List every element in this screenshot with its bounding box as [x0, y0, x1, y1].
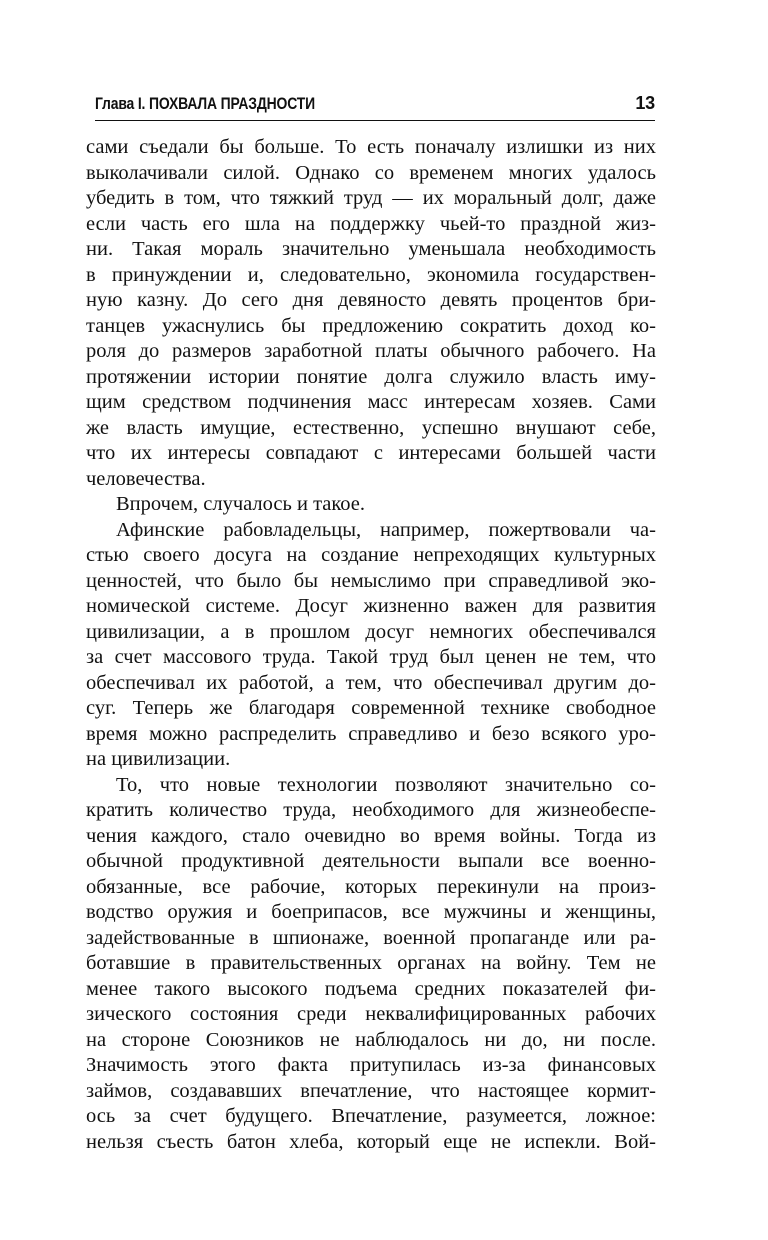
text-line: Впрочем, случалось и такое. [116, 493, 366, 515]
text-line: задействованные в шпионаже, военной пропаганде или ра- [86, 926, 656, 949]
text-line: нельзя съесть батон хлеба, который еще не испекли. Вой- [86, 1130, 656, 1153]
text-line: на стороне Союзников не наблюдалось ни до, ни после. [86, 1028, 656, 1051]
page-number: 13 [635, 93, 655, 113]
chapter-title: Глава I. ПОХВАЛА ПРАЗДНОСТИ [95, 94, 315, 113]
text-line: человечества. [86, 467, 206, 490]
text-line: займов, создававших впечатление, что настоящее кормит- [86, 1079, 656, 1102]
text-line: обычной продуктивной деятельности выпали все военно- [86, 850, 656, 872]
text-line: же власть имущие, естественно, успешно внушают себе, [86, 416, 656, 439]
text-line: То, что новые технологии позволяют значительно со- [116, 773, 656, 796]
text-line: сами съедали бы больше. То есть поначалу излишки из них [86, 136, 656, 158]
text-line: ни. Такая мораль значительно уменьшала необходимость [86, 238, 656, 260]
text-line: обязанные, все рабочие, которых перекинули на произ- [86, 875, 656, 898]
text-line: в принуждении и, следовательно, экономила государствен- [86, 263, 656, 286]
text-line: суг. Теперь же благодаря современной технике свободное [86, 697, 656, 719]
paragraph [86, 518, 656, 773]
text-line: водство оружия и боеприпасов, все мужчины и женщины, [86, 901, 656, 923]
text-line: ось за счет будущего. Впечатление, разумеется, ложное: [86, 1105, 656, 1127]
text-line: на цивилизации. [86, 748, 231, 770]
text-line: если часть его шла на поддержку чьей-то праздной жиз- [86, 212, 656, 235]
text-line: ную казну. До сего дня девяносто девять процентов бри- [86, 289, 656, 311]
text-line: ботавшие в правительственных органах на войну. Тем не [86, 952, 656, 974]
text-line: убедить в том, что тяжкий труд — их моральный долг, даже [86, 187, 656, 209]
text-line: ценностей, что было бы немыслимо при справедливой эко- [86, 569, 656, 592]
text-line: выколачивали силой. Однако со временем многих удалось [86, 161, 656, 184]
text-line: щим средством подчинения масс интересам хозяев. Сами [86, 391, 656, 413]
text-line: роля до размеров заработной платы обычного рабочего. На [86, 340, 656, 362]
paragraph [86, 135, 656, 492]
text-line: зического состояния среди неквалифицированных рабочих [86, 1003, 656, 1025]
text-line: Значимость этого факта притупилась из-за финансовых [86, 1054, 656, 1076]
paragraph [86, 773, 656, 1156]
text-line: танцев ужаснулись бы предложению сократить доход ко- [86, 314, 656, 337]
text-line: чения каждого, стало очевидно во время войны. Тогда из [86, 824, 656, 847]
text-line: обеспечивал их работой, а тем, что обеспечивал другим до- [86, 671, 656, 694]
text-line: номической системе. Досуг жизненно важен для развития [86, 595, 656, 617]
text-line: что их интересы совпадают с интересами большей части [86, 442, 656, 464]
body-text [86, 135, 656, 1155]
text-line: кратить количество труда, необходимого для жизнеобеспе- [86, 799, 656, 821]
text-line: Афинские рабовладельцы, например, пожертвовали ча- [116, 518, 656, 541]
paragraph [86, 492, 656, 518]
text-line: менее такого высокого подъема средних показателей фи- [86, 977, 656, 1000]
text-line: цивилизации, а в прошлом досуг немногих обеспечивался [86, 620, 656, 643]
text-line: стью своего досуга на создание непреходящих культурных [86, 544, 656, 566]
running-header [95, 90, 655, 121]
text-line: время можно распределить справедливо и безо всякого уро- [86, 722, 656, 745]
text-line: за счет массового труда. Такой труд был ценен не тем, что [86, 646, 656, 668]
text-line: протяжении истории понятие долга служило власть иму- [86, 365, 656, 388]
